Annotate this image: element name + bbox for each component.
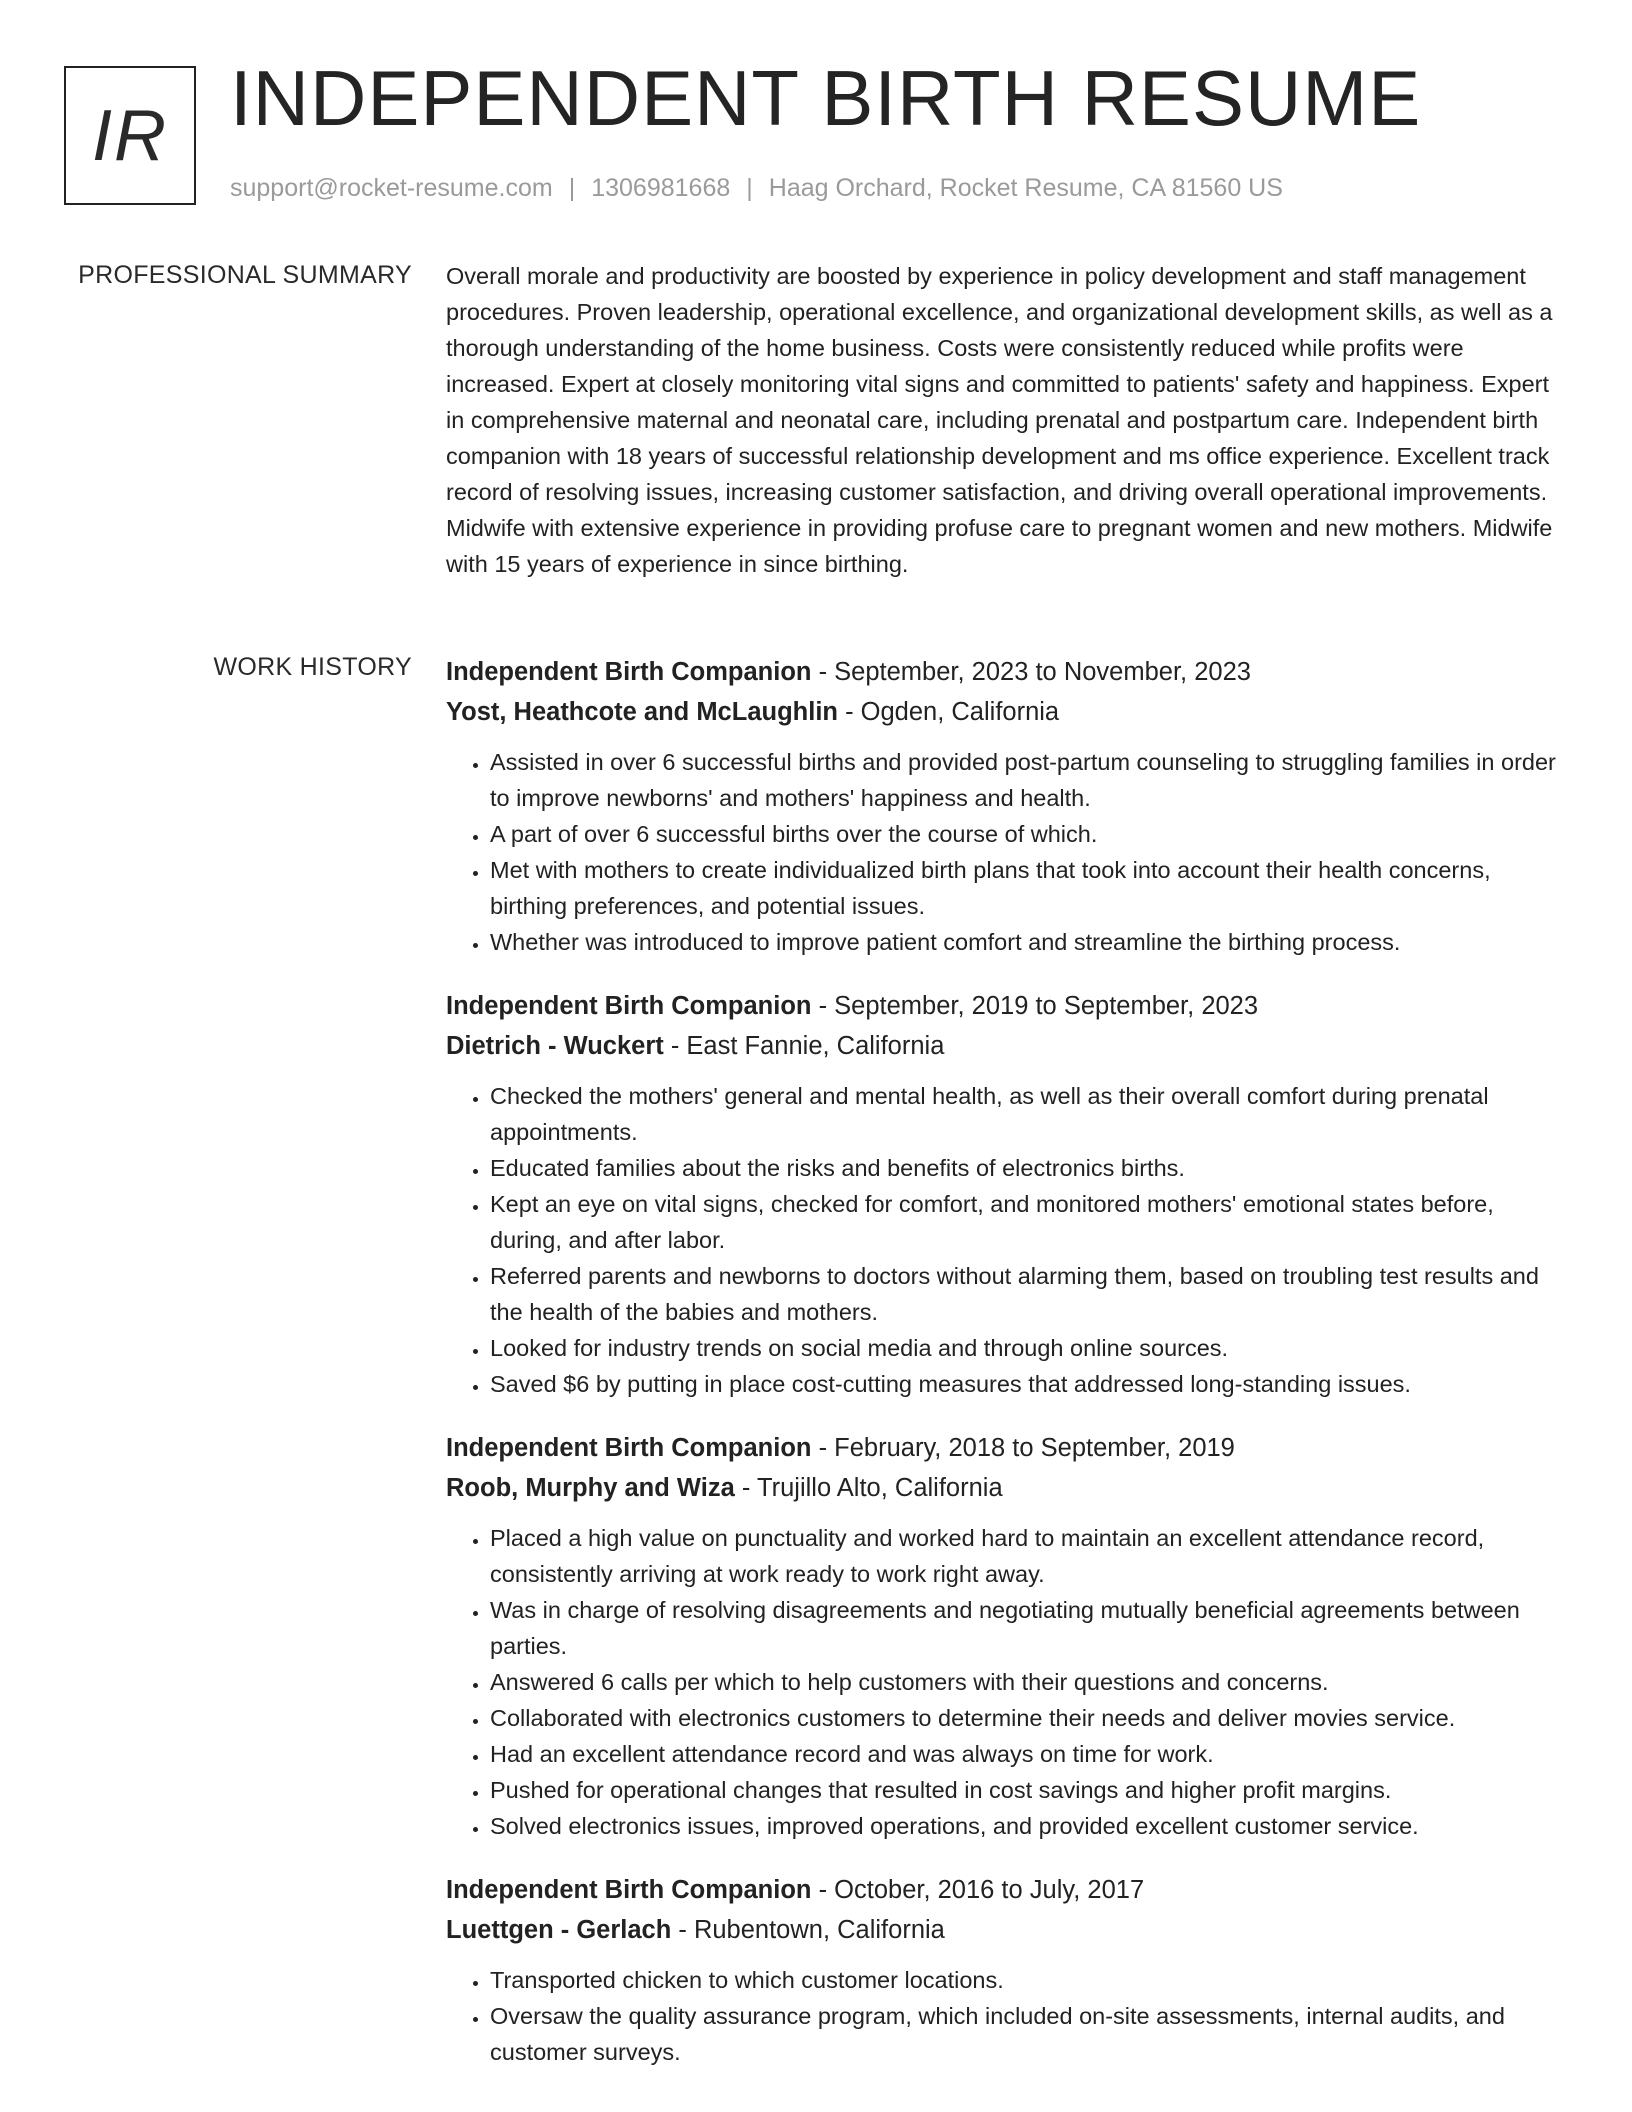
job-bullet: • Educated families about the risks and benefits of electronics births.	[490, 1150, 1561, 1186]
job-entry	[446, 1428, 1561, 1844]
job-title-line	[446, 652, 1561, 692]
job-dates: - September, 2019 to September, 2023	[818, 992, 1259, 1020]
job-company: Dietrich - Wuckert	[446, 1032, 664, 1060]
contact-line	[230, 174, 1283, 203]
job-title-line	[446, 986, 1561, 1026]
job-bullet: • Assisted in over 6 successful births and provided post-partum counseling to struggling families in order to improve newborns' and mothers' happiness and health.	[490, 744, 1561, 816]
job-bullet: • A part of over 6 successful births over the course of which.	[490, 816, 1561, 852]
job-dates: - October, 2016 to July, 2017	[818, 1876, 1145, 1904]
section-label-work-history: WORK HISTORY	[213, 653, 412, 681]
contact-email[interactable]: support@rocket-resume.com	[230, 174, 553, 202]
job-dates: - September, 2023 to November, 2023	[818, 658, 1251, 686]
job-location: - East Fannie, California	[670, 1032, 945, 1060]
summary-text: Overall morale and productivity are boosted by experience in policy development and staff management procedures. Proven leadership, operational excellence, and organizational development skills, as well as a thorough understanding of the home business. Costs were consistently reduced while profits were increased. Expert at closely monitoring vital signs and committed to patients' safety and happiness. Expert in comprehensive maternal and neonatal care, including prenatal and postpartum care. Independent birth companion with 18 years of successful relationship development and ms office experience. Excellent track record of resolving issues, increasing customer satisfaction, and driving overall operational improvements. Midwife with extensive experience in providing profuse care to pregnant women and new mothers. Midwife with 15 years of experience in since birthing.	[446, 263, 1553, 577]
job-bullet: • Collaborated with electronics customers to determine their needs and deliver movies service.	[490, 1700, 1561, 1736]
contact-phone[interactable]: 1306981668	[591, 174, 731, 202]
job-company-line	[446, 1026, 1561, 1066]
job-bullet: • Oversaw the quality assurance program, which included on-site assessments, internal audits, and customer surveys.	[490, 1998, 1561, 2070]
monogram-logo	[64, 66, 196, 205]
job-bullet: • Answered 6 calls per which to help customers with their questions and concerns.	[490, 1664, 1561, 1700]
job-bullets	[446, 744, 1561, 960]
job-location: - Ogden, California	[845, 698, 1060, 726]
job-title-line	[446, 1428, 1561, 1468]
job-entry	[446, 986, 1561, 1402]
job-title: Independent Birth Companion	[446, 1876, 812, 1904]
contact-address: Haag Orchard, Rocket Resume, CA 81560 US	[768, 174, 1283, 202]
work-history-list	[446, 652, 1561, 2096]
job-company: Yost, Heathcote and McLaughlin	[446, 698, 838, 726]
job-bullets	[446, 1078, 1561, 1402]
job-bullet: • Saved $6 by putting in place cost-cutting measures that addressed long-standing issues.	[490, 1366, 1561, 1402]
job-dates: - February, 2018 to September, 2019	[818, 1434, 1235, 1462]
job-company-line	[446, 692, 1561, 732]
job-bullet: • Pushed for operational changes that resulted in cost savings and higher profit margins.	[490, 1772, 1561, 1808]
section-label-summary: PROFESSIONAL SUMMARY	[78, 261, 412, 289]
monogram-text: IR	[92, 95, 168, 176]
job-bullet: • Was in charge of resolving disagreements and negotiating mutually beneficial agreements between parties.	[490, 1592, 1561, 1664]
job-bullet: • Kept an eye on vital signs, checked for comfort, and monitored mothers' emotional states before, during, and after labor.	[490, 1186, 1561, 1258]
job-location: - Rubentown, California	[678, 1916, 945, 1944]
job-title: Independent Birth Companion	[446, 658, 812, 686]
job-bullet: • Transported chicken to which customer locations.	[490, 1962, 1561, 1998]
job-company-line	[446, 1910, 1561, 1950]
contact-separator: |	[568, 174, 576, 202]
job-bullet: • Checked the mothers' general and mental health, as well as their overall comfort during prenatal appointments.	[490, 1078, 1561, 1150]
job-bullet: • Met with mothers to create individualized birth plans that took into account their health concerns, birthing preferences, and potential issues.	[490, 852, 1561, 924]
resume-title: INDEPENDENT BIRTH RESUME	[230, 54, 1422, 142]
job-bullet: • Whether was introduced to improve patient comfort and streamline the birthing process.	[490, 924, 1561, 960]
job-bullet: • Placed a high value on punctuality and worked hard to maintain an excellent attendance record, consistently arriving at work ready to work right away.	[490, 1520, 1561, 1592]
job-title: Independent Birth Companion	[446, 1434, 812, 1462]
job-entry	[446, 1870, 1561, 2070]
job-bullet: • Looked for industry trends on social media and through online sources.	[490, 1330, 1561, 1366]
job-company: Luettgen - Gerlach	[446, 1916, 672, 1944]
job-bullets	[446, 1962, 1561, 2070]
job-company: Roob, Murphy and Wiza	[446, 1474, 735, 1502]
job-bullet: • Referred parents and newborns to doctors without alarming them, based on troubling test results and the health of the babies and mothers.	[490, 1258, 1561, 1330]
job-bullet: • Had an excellent attendance record and was always on time for work.	[490, 1736, 1561, 1772]
job-title: Independent Birth Companion	[446, 992, 812, 1020]
job-bullets	[446, 1520, 1561, 1844]
job-bullet: • Solved electronics issues, improved operations, and provided excellent customer service.	[490, 1808, 1561, 1844]
job-entry	[446, 652, 1561, 960]
job-title-line	[446, 1870, 1561, 1910]
contact-separator: |	[746, 174, 753, 202]
job-location: - Trujillo Alto, California	[741, 1474, 1003, 1502]
job-company-line	[446, 1468, 1561, 1508]
